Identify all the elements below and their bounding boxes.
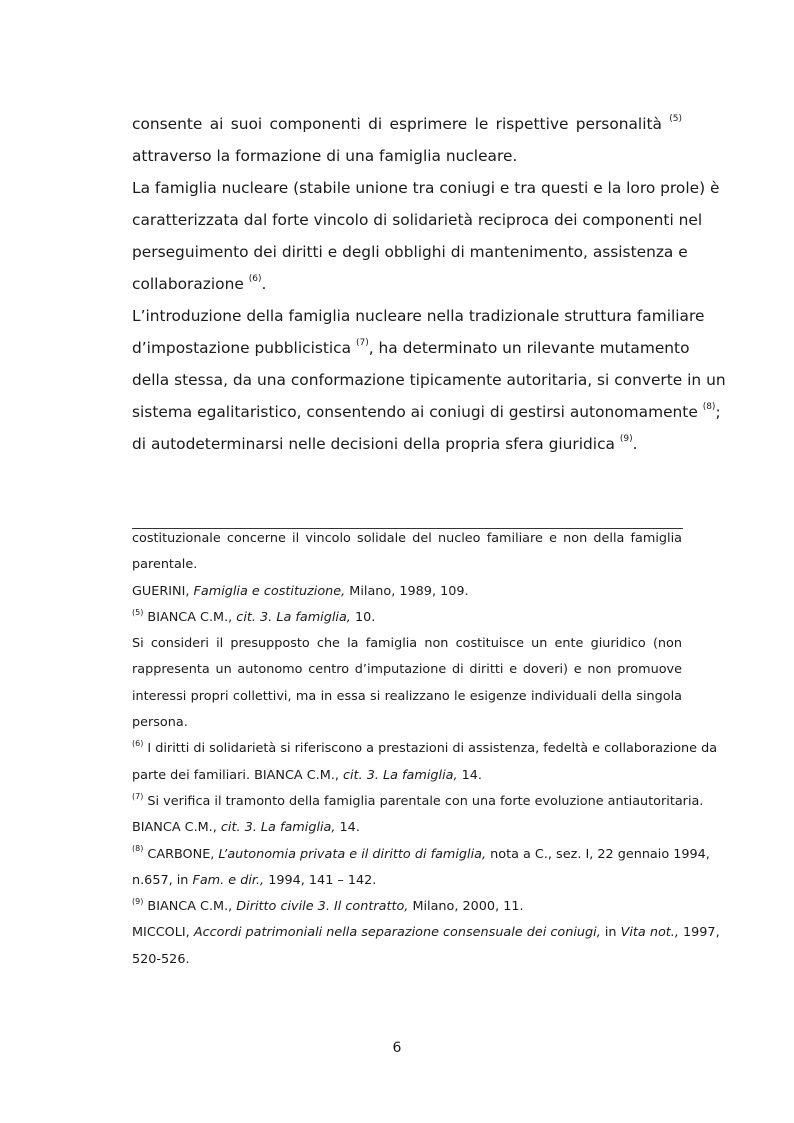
body-line (132, 396, 721, 428)
body-line-text: di autodeterminarsi nelle decisioni della propria sfera giuridica (132, 435, 620, 453)
footnote-text: BIANCA C.M., (132, 820, 221, 836)
footnote-text: 1994, 141 – 142. (264, 872, 377, 888)
body-line (132, 236, 688, 268)
body-line (132, 172, 720, 204)
citation-title: Famiglia e costituzione, (193, 583, 346, 599)
footnote-number: (5) (132, 607, 144, 617)
citation-title: cit. 3. La famiglia, (236, 609, 351, 625)
body-line-text: della stessa, da una conformazione tipicamente autoritaria, si converte in un (132, 371, 726, 389)
body-line-text: perseguimento dei diritti e degli obblighi di mantenimento, assistenza e (132, 243, 688, 261)
citation-title: Diritto civile 3. Il contratto, (236, 899, 409, 915)
footnote-text: Si consideri il presupposto che la famiglia non costituisce un ente giuridico (non (132, 636, 682, 652)
footnote-line (132, 920, 720, 946)
body-line-trailing-text: . (632, 435, 638, 453)
footnote-line (132, 842, 710, 868)
body-line-text: d’impostazione pubblicistica (132, 339, 356, 357)
footnote-line (132, 894, 682, 920)
footnote-text: interessi propri collettivi, ma in essa si realizzano le esigenze individuali della singola (132, 688, 682, 704)
body-line (132, 140, 682, 172)
page-number: 6 (392, 1040, 402, 1056)
footnote-reference: (6) (248, 273, 262, 284)
body-line (132, 364, 726, 396)
footnote-line (132, 605, 682, 631)
footnote-reference: (7) (355, 337, 369, 348)
body-line-text: consente ai suoi componenti di esprimere le rispettive personalità (132, 115, 670, 133)
footnote-line (132, 684, 682, 710)
body-line (132, 204, 703, 236)
footnote-text: Milano, 2000, 11. (408, 899, 524, 915)
body-line-text: L’introduzione della famiglia nucleare nella tradizionale struttura familiare (132, 307, 705, 325)
footnote-text: parte dei familiari. BIANCA C.M., (132, 767, 343, 783)
footnote-text: 520-526. (132, 951, 190, 967)
body-line-text: collaborazione (132, 275, 249, 293)
footnote-text: 10. (350, 609, 376, 625)
footnote-text: 14. (457, 767, 482, 783)
footnote-text: I diritti di solidarietà si riferiscono a prestazioni di assistenza, fedeltà e collaborazione da (143, 741, 718, 757)
body-line (132, 300, 705, 332)
footnote-text: in (600, 925, 621, 941)
footnote-line (132, 736, 718, 762)
footnote-text: Si verifica il tramonto della famiglia parentale con una forte evoluzione antiautoritaria. (143, 793, 704, 809)
body-line-trailing-text: ; (715, 403, 721, 421)
footnote-line (132, 657, 682, 683)
main-body-text (132, 108, 726, 460)
footnote-text: costituzionale concerne il vincolo solidale del nucleo familiare e non della famiglia (132, 531, 682, 546)
body-line-trailing-text: . (261, 275, 267, 293)
footnote-text: BIANCA C.M., (143, 899, 237, 915)
footnote-text: persona. (132, 715, 188, 731)
footnote-line (132, 579, 682, 605)
footnote-line (132, 526, 682, 552)
footnote-text: n.657, in (132, 872, 193, 888)
footnote-text: BIANCA C.M., (143, 609, 237, 625)
footnote-line (132, 789, 704, 815)
footnote-line (132, 868, 682, 894)
footnote-line (132, 631, 682, 657)
citation-title: Vita not., (620, 925, 679, 941)
footnotes (132, 526, 720, 973)
footnote-line (132, 763, 682, 789)
footnote-number: (6) (132, 739, 144, 749)
footnote-reference: (5) (669, 113, 682, 124)
footnote-reference: (9) (619, 433, 633, 444)
footnote-reference: (8) (702, 401, 716, 412)
body-line (132, 108, 682, 140)
body-line (132, 428, 682, 460)
footnote-text: 14. (335, 820, 360, 836)
footnote-text: nota a C., sez. I, 22 gennaio 1994, (486, 846, 710, 862)
footnote-line (132, 552, 682, 578)
footnote-number: (9) (132, 896, 144, 906)
footnote-text: CARBONE, (143, 846, 219, 862)
body-line-text: attraverso la formazione di una famiglia nucleare. (132, 147, 518, 165)
footnote-text: Milano, 1989, 109. (345, 583, 469, 599)
body-line (132, 268, 682, 300)
footnote-number: (7) (132, 791, 144, 801)
footnote-line (132, 947, 682, 973)
citation-title: cit. 3. La famiglia, (342, 767, 458, 783)
footnote-text: MICCOLI, (132, 925, 194, 941)
footnote-line (132, 710, 682, 736)
citation-title: L’autonomia privata e il diritto di famiglia, (218, 846, 487, 862)
body-line-text: sistema egalitaristico, consentendo ai coniugi di gestirsi autonomamente (132, 403, 703, 421)
footnote-text: 1997, (678, 925, 720, 941)
citation-title: cit. 3. La famiglia, (220, 820, 336, 836)
footnote-line (132, 815, 682, 841)
body-line-text: caratterizzata dal forte vincolo di solidarietà reciproca dei componenti nel (132, 211, 703, 229)
footnote-number: (8) (132, 844, 144, 854)
footnote-text: GUERINI, (132, 583, 194, 599)
citation-title: Fam. e dir., (192, 872, 265, 888)
footnote-text: parentale. (132, 557, 198, 573)
body-line (132, 332, 690, 364)
body-line-trailing-text: , ha determinato un rilevante mutamento (368, 339, 690, 357)
citation-title: Accordi patrimoniali nella separazione consensuale dei coniugi, (193, 925, 601, 941)
body-line-text: La famiglia nucleare (stabile unione tra coniugi e tra questi e la loro prole) è (132, 179, 720, 197)
footnote-text: rappresenta un autonomo centro d’imputazione di diritti e doveri) e non promuove (132, 662, 682, 678)
